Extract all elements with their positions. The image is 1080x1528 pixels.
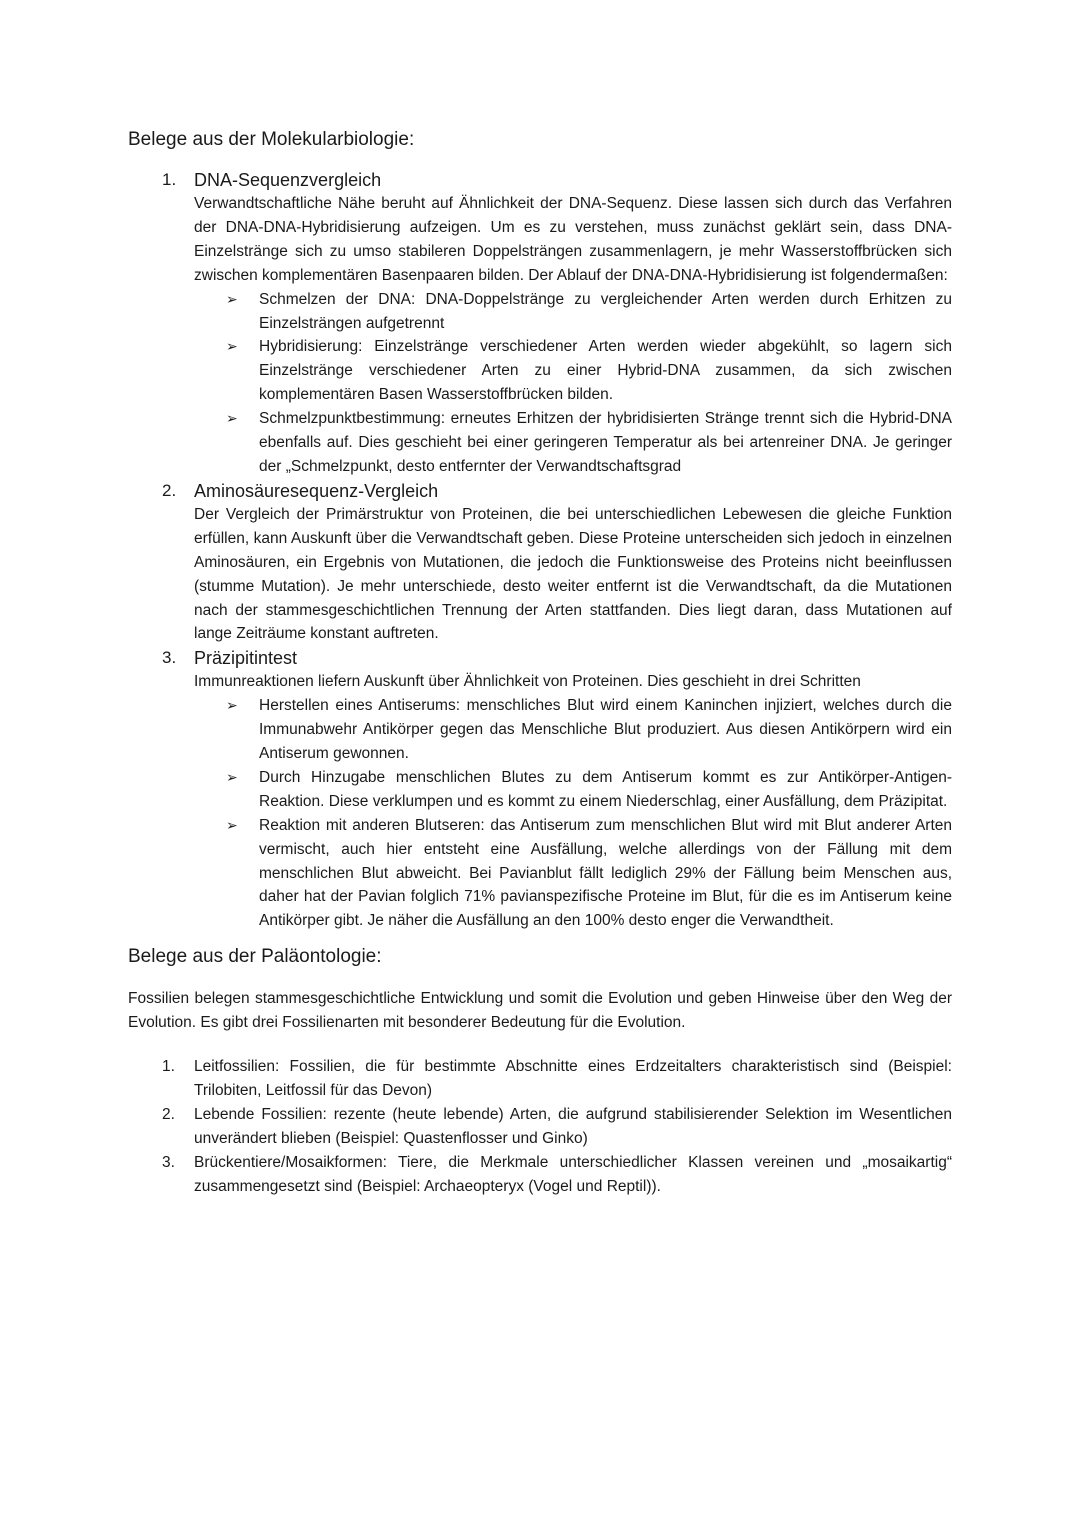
fossil-description: Leitfossilien: Fossilien, die für bestimmte Abschnitte eines Erdzeitalters charakteristisch sind (Beispiel: Trilobiten, Leitfossil für das Devon): [194, 1058, 952, 1099]
fossil-description: Lebende Fossilien: rezente (heute lebende) Arten, die aufgrund stabilisierender Selektion im Wesentlichen unverändert blieben (Beispiel: Quastenflosser und Ginko): [194, 1105, 952, 1147]
list-item-index-fossils: [128, 1055, 952, 1103]
list-number: 1.: [162, 1058, 175, 1076]
sub-bullet-item: [194, 407, 952, 479]
molecular-biology-heading: Belege aus der Molekularbiologie:: [128, 129, 415, 150]
list-item-dna-sequence-comparison: [128, 168, 952, 479]
list-item-transitional-forms: [128, 1151, 952, 1199]
sub-bullet-list: [194, 694, 952, 933]
sub-bullet-item: [194, 814, 952, 934]
paleontology-intro: Fossilien belegen stammesgeschichtliche Entwicklung und somit die Evolution und geben Hinweise über den Weg der Evolution. Es gibt drei Fossilienarten mit besonderer Bedeutung für die Evolution.: [128, 990, 952, 1032]
arrow-bullet-icon: ➢: [226, 290, 238, 307]
paleontology-heading: Belege aus der Paläontologie:: [128, 946, 382, 968]
sub-bullet-list: [194, 288, 952, 479]
sub-bullet-text: Herstellen eines Antiserums: menschliches Blut wird einem Kaninchen injiziert, welches durch die Immunabwehr Antikörper gegen das Menschliche Blut produziert. Aus diesen Antikörpern wird ein Antiserum gewonnen.: [259, 697, 952, 763]
arrow-bullet-icon: ➢: [226, 816, 238, 833]
item-description: Der Vergleich der Primärstruktur von Proteinen, die bei unterschiedlichen Lebewesen die gleiche Funktion erfüllen, kann Auskunft über die Verwandtschaft geben. Diese Proteine unterscheiden sich jedoch in einzelnen Aminosäuren, ein Ergebnis von Mutationen, die jedoch die Funktionsweise des Proteins nicht beeinflussen (stumme Mutation). Je mehr unterschiede, desto weiter entfernt ist die Verwandtschaft, da die Mutationen nach der stammesgeschichtlichen Trennung der Arten stattfanden. Dies liegt daran, dass Mutationen auf lange Zeiträume konstant auftreten.: [194, 505, 952, 643]
fossil-types-list: [128, 1055, 952, 1198]
sub-bullet-text: Reaktion mit anderen Blutseren: das Antiserum zum menschlichen Blut wird mit Blut anderer Arten vermischt, auch hier entsteht eine Ausfällung, welche allerdings von der Fällung mit dem menschlichen Blut abweicht. Bei Pavianblut fällt lediglich 29% der Fällung beim Menschen aus, daher hat der Pavian folglich 71% pavianspezifische Proteine im Blut, für die es im Antiserum keine Antikörper gibt. Je näher die Ausfällung an den 100% desto enger die Verwandtheit.: [259, 816, 952, 930]
sub-bullet-text: Schmelzen der DNA: DNA-Doppelstränge zu vergleichender Arten werden durch Erhitzen zu Einzelsträngen aufgetrennt: [259, 290, 952, 332]
arrow-bullet-icon: ➢: [226, 338, 238, 355]
sub-bullet-item: [194, 288, 952, 336]
list-number: 3.: [162, 1153, 175, 1171]
list-number: 2.: [162, 1105, 175, 1123]
arrow-bullet-icon: ➢: [226, 697, 238, 714]
molecular-evidence-list: [128, 168, 952, 933]
list-item-living-fossils: [128, 1103, 952, 1151]
sub-bullet-text: Hybridisierung: Einzelstränge verschiedener Arten werden wieder abgekühlt, so lagern sich Einzelstränge verschiedener Arten zu einer Hybrid-DNA zusammen, da sich zwischen komplementären Basen Wasserstoffbrücken bilden.: [259, 338, 952, 404]
sub-bullet-text: Schmelzpunktbestimmung: erneutes Erhitzen der hybridisierten Stränge trennt sich die Hybrid-DNA ebenfalls auf. Dies geschieht bei einer geringeren Temperatur als bei artenreiner DNA. Je geringer der „Schmelzpunkt, desto entfernter der Verwandtschaftsgrad: [259, 410, 952, 475]
sub-bullet-item: [194, 766, 952, 814]
sub-bullet-item: [194, 694, 952, 766]
list-number: 3.: [162, 648, 177, 668]
list-item-amino-acid-comparison: [128, 479, 952, 646]
arrow-bullet-icon: ➢: [226, 410, 238, 427]
list-item-precipitin-test: [128, 646, 952, 933]
list-number: 1.: [162, 170, 177, 189]
item-description: Immunreaktionen liefern Auskunft über Ähnlichkeit von Proteinen. Dies geschieht in drei Schritten: [194, 673, 861, 691]
list-number: 2.: [162, 480, 177, 500]
item-title: Präzipitintest: [194, 648, 298, 669]
item-title: Aminosäuresequenz-Vergleich: [194, 480, 439, 501]
document-page: [128, 126, 952, 1199]
sub-bullet-item: [194, 335, 952, 407]
arrow-bullet-icon: ➢: [226, 768, 238, 785]
item-title: DNA-Sequenzvergleich: [194, 170, 382, 190]
sub-bullet-text: Durch Hinzugabe menschlichen Blutes zu dem Antiserum kommt es zur Antikörper-Antigen-Reaktion. Diese verklumpen und es kommt zu einem Niederschlag, einer Ausfällung, dem Präzipitat.: [259, 768, 952, 810]
fossil-description: Brückentiere/Mosaikformen: Tiere, die Merkmale unterschiedlicher Klassen vereinen und „mosaikartig“ zusammengesetzt sind (Beispiel: Archaeopteryx (Vogel und Reptil)).: [194, 1153, 952, 1195]
item-description: Verwandtschaftliche Nähe beruht auf Ähnlichkeit der DNA-Sequenz. Diese lassen sich durch das Verfahren der DNA-DNA-Hybridisierung aufzeigen. Um es zu verstehen, muss zunächst geklärt sein, dass DNA-Einzelstränge sich zu umso stabileren Doppelsträngen zusammenlagern, je mehr Wasserstoffbrücken sich zwischen komplementären Basenpaaren bilden. Der Ablauf der DNA-DNA-Hybridisierung ist folgendermaßen:: [194, 195, 952, 284]
